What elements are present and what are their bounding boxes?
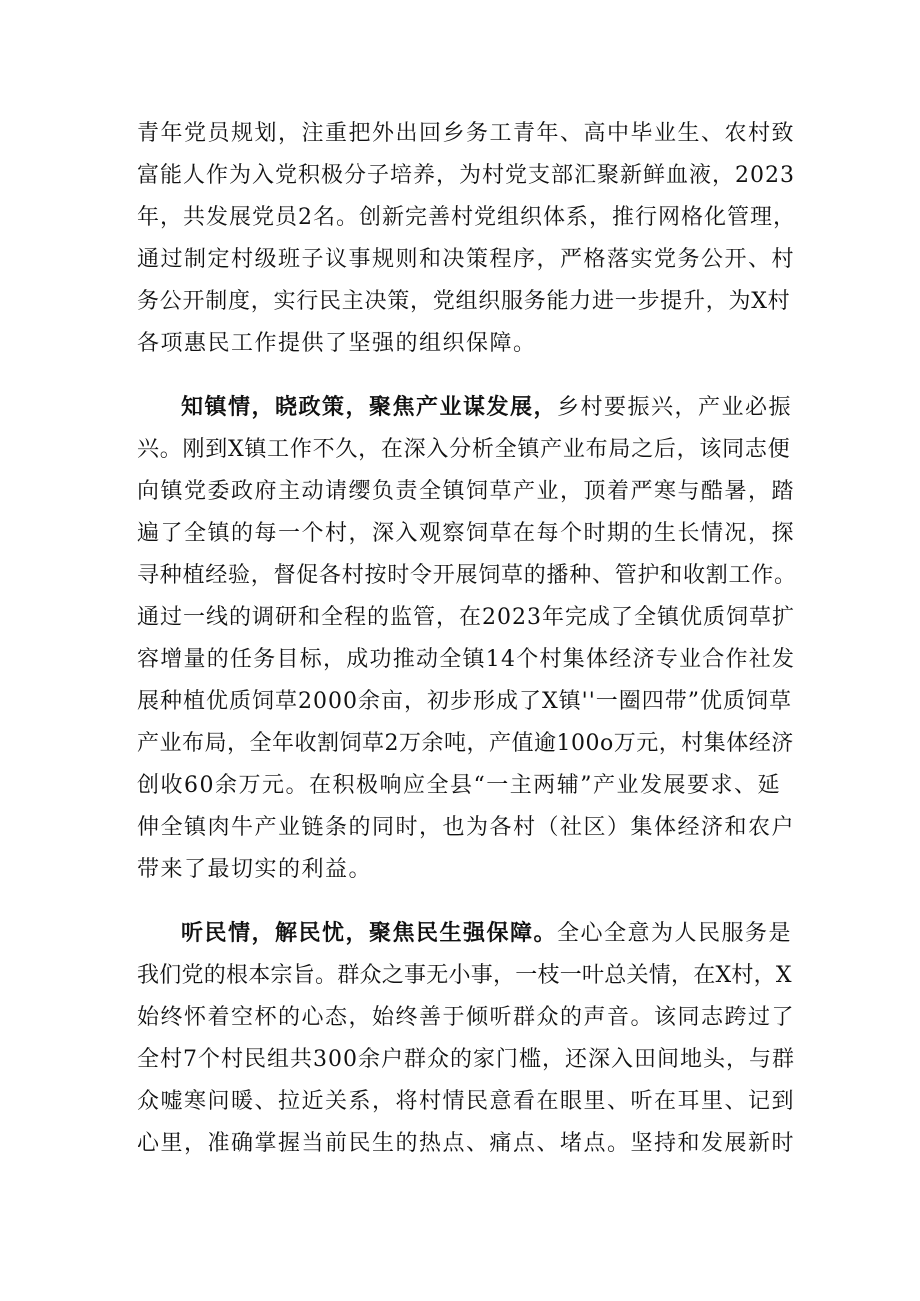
text-line: 展种植优质饲草2000余亩，初步形成了X镇''一圈四带”优质饲草 — [137, 689, 792, 714]
text-line: 各项惠民工作提供了坚强的组织保障。 — [137, 331, 537, 356]
paragraph-industry — [137, 387, 797, 891]
text-run: 乡村要振兴，产业必振 — [557, 395, 793, 420]
text-line: 始终怀着空杯的心态，始终善于倾听群众的声音。该同志跨过了 — [137, 1005, 796, 1030]
section-heading: 知镇情，晓政策，聚焦产业谋发展， — [181, 395, 558, 420]
paragraph-first-line — [137, 913, 797, 955]
text-line: 创收60余万元。在积极响应全县“一主两辅”产业发展要求、延 — [137, 773, 781, 798]
text-line: 务公开制度，实行民主决策，党组织服务能力进一步提升，为X村 — [137, 289, 791, 314]
text-line: 向镇党委政府主动请缨负责全镇饲草产业，顶着严寒与酷暑，踏 — [137, 479, 796, 504]
text-line: 产业布局，全年收割饲草2万余吨，产值逾100o万元，村集体经济 — [137, 731, 794, 756]
text-run: 全心全意为人民服务是 — [557, 921, 793, 946]
text-line: 寻种植经验，督促各村按时令开展饲草的播种、管护和收割工作。 — [137, 563, 797, 588]
text-line: 全村7个村民组共300余户群众的家门槛，还深入田间地头，与群 — [137, 1047, 795, 1072]
section-heading: 听民情，解民忧，聚焦民生强保障。 — [181, 921, 558, 946]
text-line: 心里，准确掌握当前民生的热点、痛点、堵点。坚持和发展新时 — [137, 1131, 796, 1156]
text-line: 我们党的根本宗旨。群众之事无小事，一枝一叶总关情，在X村，X — [137, 963, 792, 988]
document-body — [137, 113, 797, 1165]
text-line: 众嘘寒问暖、拉近关系，将村情民意看在眼里、听在耳里、记到 — [137, 1089, 796, 1114]
text-line: 富能人作为入党积极分子培养，为村党支部汇聚新鲜血液，2023 — [137, 163, 795, 188]
text-line: 通过制定村级班子议事规则和决策程序，严格落实党务公开、村 — [137, 247, 796, 272]
text-line: 青年党员规划，注重把外出回乡务工青年、高中毕业生、农村致 — [137, 121, 796, 146]
text-line: 遍了全镇的每一个村，深入观察饲草在每个时期的生长情况，探 — [137, 521, 796, 546]
text-line: 伸全镇肉牛产业链条的同时，也为各村（社区）集体经济和农户 — [137, 815, 796, 840]
paragraph-party-building — [137, 113, 797, 365]
text-line: 通过一线的调研和全程的监管，在2023年完成了全镇优质饲草扩 — [137, 605, 795, 630]
paragraph-first-line — [137, 387, 797, 429]
text-line: 年，共发展党员2名。创新完善村党组织体系，推行网格化管理， — [137, 205, 796, 230]
text-line: 容增量的任务目标，成功推动全镇14个村集体经济专业合作社发 — [137, 647, 796, 672]
paragraph-livelihood — [137, 913, 797, 1165]
text-line: 带来了最切实的利益。 — [137, 857, 373, 882]
text-line: 兴。刚到X镇工作不久，在深入分析全镇产业布局之后，该同志便 — [137, 437, 791, 462]
